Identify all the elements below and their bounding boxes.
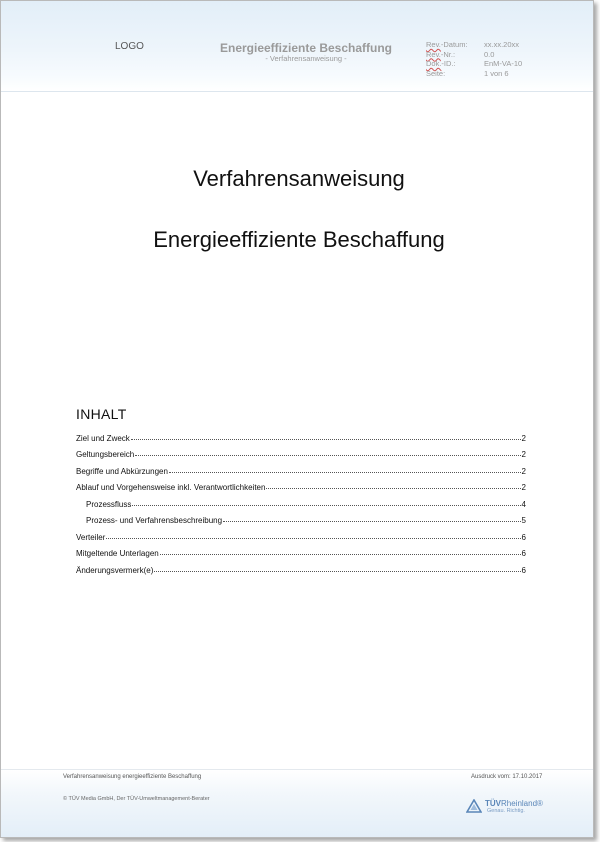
toc-entry-page: 6 <box>521 565 526 575</box>
meta-rev-nr <box>426 50 522 60</box>
toc-entry[interactable] <box>76 525 526 542</box>
logo-placeholder: LOGO <box>115 41 144 52</box>
meta-value: xx.xx.20xx <box>484 40 520 49</box>
toc-heading: INHALT <box>76 406 127 422</box>
toc-entry-label: Prozessfluss <box>86 499 132 509</box>
toc-leader <box>160 554 521 555</box>
footer-print-date: Ausdruck vom: 17.10.2017 <box>471 774 543 780</box>
meta-label-a: Rev. <box>426 40 441 49</box>
tuv-rheinland-logo <box>466 799 543 814</box>
toc-entry-label: Ziel und Zweck <box>76 433 130 443</box>
tuv-wordmark <box>482 799 543 814</box>
meta-value: 1 von 6 <box>484 68 509 78</box>
toc-leader <box>223 521 520 522</box>
document-subject: Energieeffiziente Beschaffung <box>153 227 445 252</box>
toc-entry[interactable] <box>76 476 526 493</box>
toc-entry-page: 2 <box>521 450 526 459</box>
toc-entry-label: Ablauf und Vorgehensweise inkl. Verantwortlichkeiten <box>76 483 266 492</box>
toc-subentry[interactable] <box>76 492 526 509</box>
meta-label-b: -ID.: <box>441 59 456 68</box>
header-meta <box>426 40 522 78</box>
meta-label-a: Dok. <box>426 59 442 68</box>
toc-leader <box>135 455 520 456</box>
toc-entry-label: Änderungsvermerk(e) <box>76 565 154 575</box>
toc-leader <box>266 488 520 489</box>
footer-copyright: © TÜV Media GmbH, Der TÜV-Umweltmanagement-Berater <box>63 796 210 802</box>
toc-entry[interactable] <box>76 542 526 559</box>
header-subtitle: - Verfahrensanweisung - <box>265 54 347 63</box>
toc-entry-page: 5 <box>521 516 526 525</box>
toc-leader <box>154 571 520 572</box>
toc-entry-label: Prozess- und Verfahrensbeschreibung <box>86 516 223 525</box>
toc-entry[interactable] <box>76 558 526 575</box>
toc-entry-label: Mitgeltende Unterlagen <box>76 549 159 558</box>
toc-entry[interactable] <box>76 426 526 443</box>
tuv-brand <box>485 799 543 808</box>
meta-label-b: -Datum: <box>440 40 468 49</box>
header-title: Energieeffiziente Beschaffung <box>219 41 393 55</box>
toc-leader <box>131 439 521 440</box>
meta-doc-id <box>426 59 522 69</box>
toc-entry-label: Begriffe und Abkürzungen <box>76 466 168 476</box>
tuv-brand-b: Rheinland® <box>501 799 543 808</box>
meta-label-a: Rev. <box>426 49 441 59</box>
toc-entry-page: 2 <box>521 466 526 476</box>
page-header <box>1 1 593 92</box>
toc-entry-page: 2 <box>521 483 526 492</box>
toc-entry-page: 4 <box>521 499 526 509</box>
meta-rev-date <box>426 40 522 50</box>
toc-entry-page: 2 <box>521 433 526 443</box>
toc-leader <box>106 538 520 539</box>
meta-value: EnM-VA-10 <box>484 59 523 68</box>
footer-document-name: Verfahrensanweisung energieeffiziente Beschaffung <box>63 774 202 780</box>
toc-subentry[interactable] <box>76 509 526 526</box>
table-of-contents <box>76 426 526 575</box>
toc-entry-label: Geltungsbereich <box>76 450 135 459</box>
toc-entry-page: 6 <box>521 532 526 542</box>
toc-leader <box>132 505 520 506</box>
toc-entry[interactable] <box>76 443 526 460</box>
toc-leader <box>169 472 521 473</box>
toc-entry-label: Verteiler <box>76 532 106 542</box>
tuv-triangle-icon <box>466 799 482 813</box>
tuv-brand-a: TÜV <box>485 799 501 808</box>
tuv-slogan: Genau. Richtig. <box>487 808 525 814</box>
meta-label-a: Seite: <box>426 68 446 78</box>
meta-label-b: -Nr.: <box>440 49 456 59</box>
toc-entry-page: 6 <box>521 549 526 558</box>
document-title: Verfahrensanweisung <box>193 166 405 191</box>
meta-page <box>426 69 522 79</box>
toc-entry[interactable] <box>76 459 526 476</box>
meta-value: 0.0 <box>484 49 495 59</box>
